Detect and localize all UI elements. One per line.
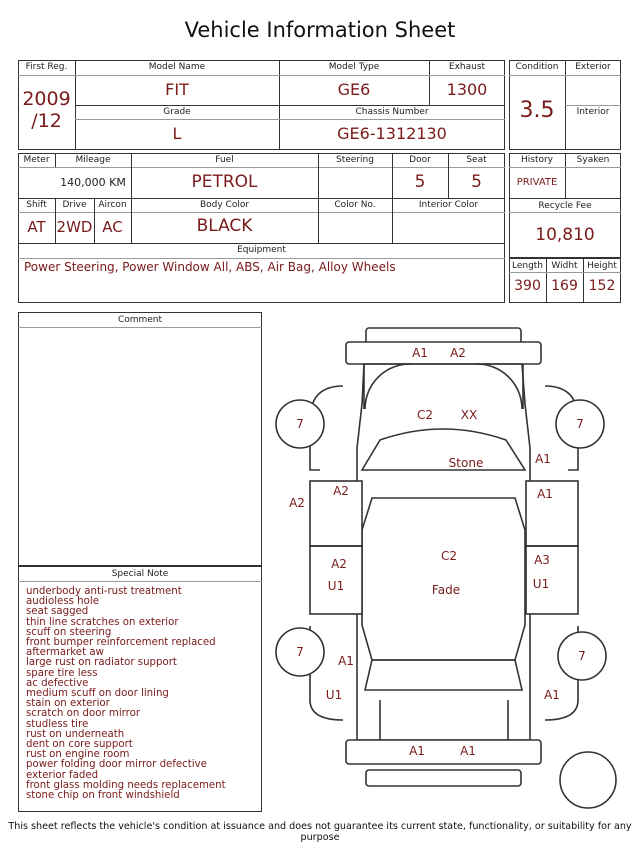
special-note-item: studless tire (26, 718, 89, 730)
windshield-outline (362, 429, 525, 470)
aircon-label: Aircon (98, 200, 127, 210)
damage-right-front-door: A1 (537, 487, 553, 501)
damage-tire-rr: 7 (578, 649, 586, 663)
special-note-item: thin line scratches on exterior (26, 616, 179, 628)
model-type-value: GE6 (337, 80, 371, 99)
exterior-label: Exterior (575, 62, 611, 72)
special-note-list (26, 587, 226, 801)
width-value: 169 (551, 278, 578, 294)
damage-tire-fl: 7 (296, 417, 304, 431)
spare-tire (560, 752, 616, 808)
special-note-item: ac defective (26, 677, 89, 689)
special-note-item: power folding door mirror defective (26, 759, 207, 771)
fuel-label: Fuel (215, 155, 234, 165)
exhaust-label: Exhaust (448, 62, 486, 72)
equipment-value: Power Steering, Power Window All, ABS, Air Bag, Alloy Wheels (24, 260, 396, 274)
sheet-title: Vehicle Information Sheet (184, 18, 456, 42)
first-reg-year: 2009 (22, 88, 71, 110)
drive-value: 2WD (56, 218, 93, 236)
comment-label: Comment (117, 315, 163, 325)
door-label: Door (409, 155, 431, 165)
damage-roof-c2: C2 (440, 549, 458, 563)
damage-right-quarter-a1: A1 (544, 688, 560, 702)
recycle-fee-label: Recycle Fee (538, 201, 592, 211)
damage-left-quarter-a1: A1 (338, 654, 354, 668)
damage-front-a2: A2 (450, 346, 466, 360)
chassis-number-value: GE6-1312130 (337, 124, 447, 143)
door-value: 5 (414, 172, 426, 192)
special-note-item: exterior faded (26, 769, 99, 781)
length-value: 390 (514, 278, 541, 294)
mileage-value: 140,000 KM (60, 176, 126, 189)
chassis-number-label: Chassis Number (355, 107, 429, 117)
height-value: 152 (588, 278, 616, 294)
grade-value: L (172, 124, 182, 143)
special-note-item: aftermarket aw (26, 647, 104, 659)
model-name-label: Model Name (148, 62, 206, 72)
steering-label: Steering (336, 155, 374, 165)
special-note-item: seat sagged (26, 606, 89, 618)
comment-box (18, 312, 262, 566)
special-note-item: scratch on door mirror (26, 708, 141, 720)
damage-left-side: A2 (289, 496, 305, 510)
body-color-value: BLACK (196, 216, 253, 236)
special-note-item: underbody anti-rust treatment (26, 586, 182, 597)
first-reg-label: First Reg. (25, 62, 68, 72)
height-label: Height (587, 261, 617, 271)
roof-outline (362, 498, 525, 660)
special-note-item: rust on underneath (26, 728, 125, 740)
damage-rear-a1-right: A1 (460, 744, 476, 758)
aircon-value: AC (102, 218, 123, 236)
special-note-item: medium scuff on door lining (26, 688, 169, 700)
interior-label: Interior (576, 107, 610, 117)
damage-left-rear-door-a2: A2 (331, 557, 347, 571)
damage-hood-c2: C2 (416, 408, 434, 422)
shift-label: Shift (26, 200, 47, 210)
interior-color-label: Interior Color (418, 200, 479, 210)
damage-windshield: Stone (448, 456, 484, 470)
damage-roof-fade: Fade (431, 583, 461, 597)
length-label: Length (511, 261, 544, 271)
special-note-item: rust on engine room (26, 749, 130, 761)
special-note-item: front bumper reinforcement replaced (26, 637, 216, 649)
condition-grade: 3.5 (519, 98, 555, 123)
special-note-item: stain on exterior (26, 698, 110, 710)
damage-tire-fr: 7 (576, 417, 584, 431)
model-name-value: FIT (165, 80, 189, 99)
first-reg-month: /12 (31, 110, 62, 132)
model-type-label: Model Type (328, 62, 380, 72)
rear-window-outline (365, 660, 522, 690)
special-note-item: stone chip on front windshield (26, 790, 180, 802)
special-note-item: front glass molding needs replacement (26, 779, 226, 791)
special-note-item: audioless hole (26, 596, 99, 608)
mileage-label: Mileage (75, 155, 111, 165)
recycle-fee-value: 10,810 (535, 225, 595, 245)
car-damage-diagram (268, 320, 640, 812)
special-note-item: large rust on radiator support (26, 657, 177, 669)
drive-label: Drive (62, 200, 87, 210)
front-grille-outline (346, 342, 541, 364)
seat-label: Seat (466, 155, 487, 165)
damage-hood-xx: XX (460, 408, 478, 422)
damage-right-fender: A1 (535, 452, 551, 466)
damage-tire-rl: 7 (296, 645, 304, 659)
fuel-value: PETROL (191, 172, 258, 192)
damage-left-quarter-u1: U1 (325, 688, 343, 702)
damage-left-front-door: A2 (333, 484, 349, 498)
damage-left-rear-door-u1: U1 (327, 579, 345, 593)
special-note-item: scuff on steering (26, 626, 112, 638)
grade-label: Grade (163, 107, 191, 117)
body-color-label: Body Color (199, 200, 250, 210)
rear-bumper-outline (346, 740, 541, 764)
shift-value: AT (27, 218, 46, 236)
width-label: Widht (551, 261, 578, 271)
exhaust-value: 1300 (446, 80, 488, 99)
meter-label: Meter (23, 155, 50, 165)
disclaimer-footer: This sheet reflects the vehicle's condition at issuance and does not guarantee its current state, functionality, or suitability for any purpose (8, 821, 632, 843)
equipment-label: Equipment (237, 245, 286, 255)
damage-right-rear-door-a3: A3 (534, 553, 550, 567)
condition-label: Condition (515, 62, 559, 72)
special-note-item: dent on core support (26, 739, 133, 751)
special-note-label: Special Note (111, 569, 169, 579)
history-value: PRIVATE (516, 177, 558, 188)
special-note-item: spare tire less (26, 667, 98, 679)
damage-front-a1: A1 (412, 346, 428, 360)
color-no-label: Color No. (334, 200, 376, 210)
history-label: History (520, 155, 554, 165)
damage-right-rear-door-u1: U1 (532, 577, 550, 591)
syaken-label: Syaken (576, 155, 610, 165)
seat-value: 5 (471, 172, 482, 192)
damage-rear-a1-left: A1 (409, 744, 425, 758)
